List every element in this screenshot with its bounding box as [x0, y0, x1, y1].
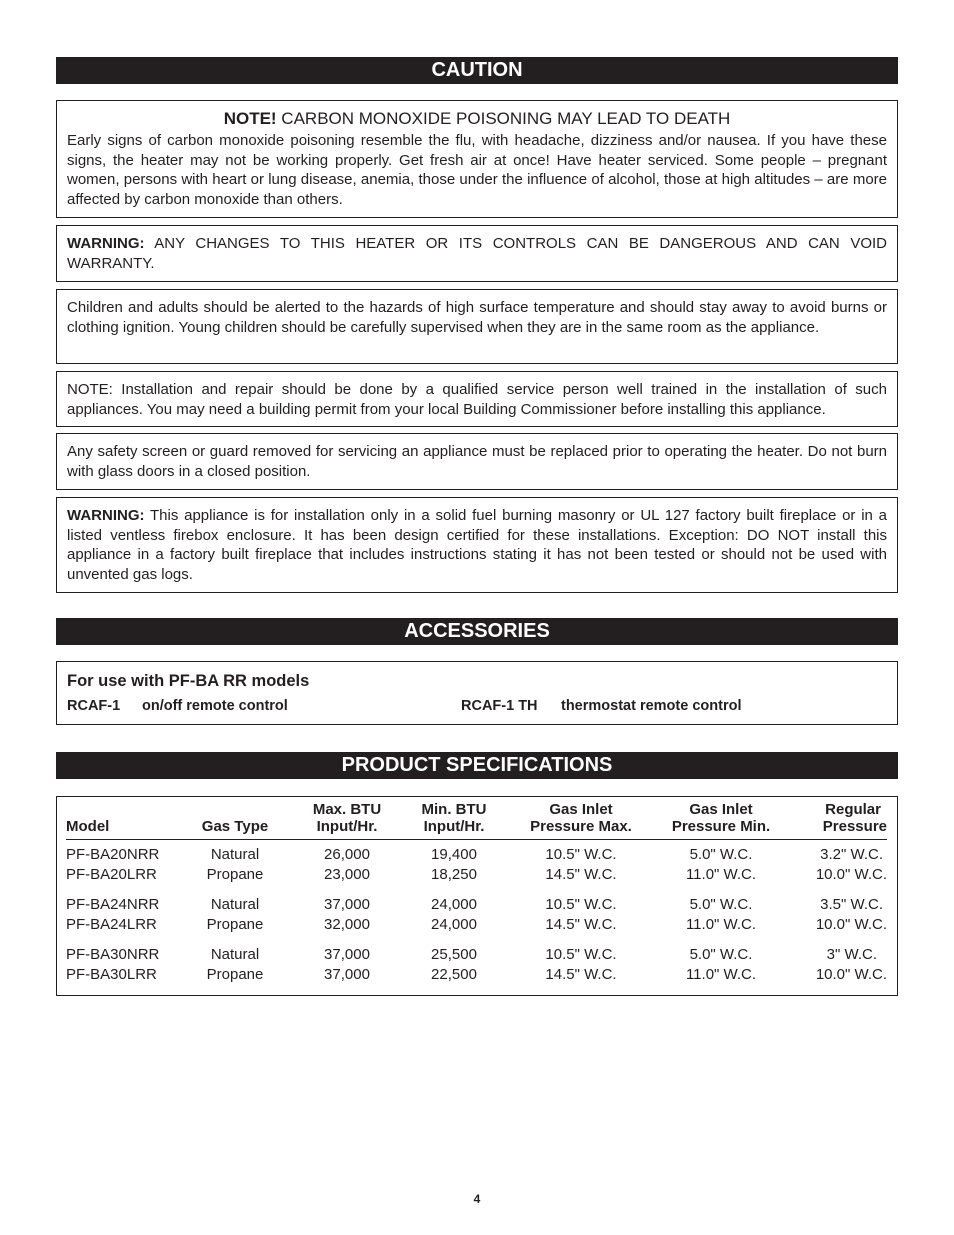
column-header-max-btu: [282, 802, 412, 840]
children-hazard-text: Children and adults should be alerted to the hazards of high surface temperature and should stay away to avoid burns or clothing ignition. Young children should be carefully supervised when they are in the same room as the appliance.: [67, 299, 887, 336]
column-header-label: Gas Inlet: [689, 801, 753, 818]
column-header-gas-type: [188, 802, 282, 840]
table-cell: 24,000: [431, 916, 477, 933]
table-cell: 14.5" W.C.: [545, 966, 617, 983]
column-header-inlet-min: [666, 802, 776, 840]
table-cell: 5.0" W.C.: [689, 946, 753, 963]
table-cell: 5.0" W.C.: [689, 846, 753, 863]
column-header-min-btu: [412, 802, 496, 840]
table-cell: 11.0" W.C.: [685, 966, 757, 983]
table-cell: Natural: [210, 896, 260, 913]
table-header-row: [66, 802, 887, 840]
table-cell: 11.0" W.C.: [685, 866, 757, 883]
table-row: [66, 965, 887, 985]
column-header-label: Pressure Max.: [530, 817, 632, 835]
table-cell: 3.5" W.C.: [820, 896, 883, 913]
column-header-label: Max. BTU: [312, 801, 382, 818]
table-cell: 10.5" W.C.: [545, 846, 617, 863]
table-cell: 26,000: [324, 846, 370, 863]
table-cell: 11.0" W.C.: [685, 916, 757, 933]
accessories-heading: ACCESSORIES: [56, 618, 898, 645]
table-cell: 19,400: [431, 846, 477, 863]
table-cell: 10.0" W.C.: [815, 966, 887, 983]
specifications-table: [66, 802, 887, 985]
table-row: [66, 840, 887, 866]
table-cell: 23,000: [324, 866, 370, 883]
table-cell: PF-BA30LRR: [66, 966, 157, 983]
table-row: [66, 935, 887, 965]
column-header-regular-pressure: [776, 802, 887, 840]
warning-controls-box: [56, 225, 898, 282]
co-note-label: NOTE!: [223, 109, 277, 128]
warning-controls-text: [67, 234, 887, 273]
accessories-subtitle: For use with PF-BA RR models: [67, 672, 310, 690]
table-cell: 32,000: [324, 916, 370, 933]
safety-screen-text: Any safety screen or guard removed for servicing an appliance must be replaced prior to operating the heater. Do not burn with glass doors in a closed position.: [67, 443, 887, 480]
table-row: [66, 885, 887, 915]
accessory-desc: thermostat remote control: [561, 698, 742, 714]
table-cell: Propane: [206, 916, 264, 933]
table-cell: 10.0" W.C.: [815, 866, 887, 883]
table-cell: Natural: [210, 946, 260, 963]
column-header-label: Regular: [825, 801, 881, 818]
table-cell: 25,500: [431, 946, 477, 963]
table-cell: Propane: [206, 866, 264, 883]
table-cell: 14.5" W.C.: [545, 916, 617, 933]
table-cell: 3.2" W.C.: [820, 846, 883, 863]
table-cell: 10.5" W.C.: [545, 946, 617, 963]
table-cell: 37,000: [324, 946, 370, 963]
warning-label: WARNING:: [67, 507, 145, 524]
table-cell: Natural: [210, 846, 260, 863]
co-note-title: [67, 109, 887, 129]
column-header-label: Pressure Min.: [671, 817, 771, 835]
table-row: [66, 865, 887, 885]
accessories-box: [56, 661, 898, 725]
accessories-list: [67, 697, 887, 719]
table-cell: 14.5" W.C.: [545, 866, 617, 883]
specifications-heading: PRODUCT SPECIFICATIONS: [56, 752, 898, 779]
accessory-code: RCAF-1: [67, 698, 121, 714]
installation-note-text: NOTE: Installation and repair should be done by a qualified service person well trained in the installation of such appliances. You may need a building permit from your local Building Commissioner before installing this appliance.: [67, 381, 887, 418]
co-note-box: [56, 100, 898, 218]
table-cell: 10.0" W.C.: [815, 916, 887, 933]
column-header-model: [66, 802, 188, 840]
installation-note-box: [56, 371, 898, 427]
column-header-label: Gas Type: [201, 817, 269, 835]
table-cell: PF-BA20LRR: [66, 866, 157, 883]
warning-installation-box: [56, 497, 898, 593]
safety-screen-box: [56, 433, 898, 490]
column-header-label: Model: [66, 817, 110, 835]
table-row: [66, 915, 887, 935]
table-cell: 18,250: [431, 866, 477, 883]
column-header-inlet-max: [496, 802, 666, 840]
column-header-label: Gas Inlet: [549, 801, 613, 818]
children-hazard-box: [56, 289, 898, 364]
specifications-box: [56, 796, 898, 996]
co-note-title-text: CARBON MONOXIDE POISONING MAY LEAD TO DEATH: [276, 109, 731, 128]
table-cell: 22,500: [431, 966, 477, 983]
table-cell: 5.0" W.C.: [689, 896, 753, 913]
warning-label: WARNING:: [67, 235, 145, 252]
table-cell: 10.5" W.C.: [545, 896, 617, 913]
accessory-desc: on/off remote control: [142, 698, 288, 714]
warning-text: ANY CHANGES TO THIS HEATER OR ITS CONTROLS CAN BE DANGEROUS AND CAN VOID WARRANTY.: [67, 235, 887, 272]
table-cell: 24,000: [431, 896, 477, 913]
table-cell: Propane: [206, 966, 264, 983]
table-cell: PF-BA20NRR: [66, 846, 160, 863]
caution-heading: CAUTION: [56, 57, 898, 84]
warning-text: This appliance is for installation only in a solid fuel burning masonry or UL 127 factory built fireplace or in a listed ventless firebox enclosure. It has been design certified for these installations. Exception: DO NOT install this appliance in a factory built fireplace that includes instructions stating it has not been tested or should not be used with unvented gas logs.: [67, 507, 887, 583]
table-cell: PF-BA30NRR: [66, 946, 160, 963]
page-number: 4: [473, 1192, 481, 1206]
co-note-body: Early signs of carbon monoxide poisoning resemble the flu, with headache, dizziness and/or nausea. If you have these signs, the heater may not be working properly. Get fresh air at once! Have heater serviced. Some people – pregnant women, persons with heart or lung disease, anemia, those under the influence of alcohol, those at high altitudes – are more affected by carbon monoxide than others.: [67, 132, 887, 208]
column-header-label: Input/Hr.: [423, 817, 485, 835]
table-cell: PF-BA24LRR: [66, 916, 157, 933]
warning-installation-text: [67, 506, 887, 584]
table-cell: PF-BA24NRR: [66, 896, 160, 913]
table-cell: 37,000: [324, 896, 370, 913]
column-header-label: Input/Hr.: [316, 817, 378, 835]
accessory-code: RCAF-1 TH: [461, 698, 538, 714]
column-header-label: Pressure: [822, 817, 887, 835]
table-cell: 37,000: [324, 966, 370, 983]
table-cell: 3" W.C.: [826, 946, 877, 963]
column-header-label: Min. BTU: [421, 801, 487, 818]
